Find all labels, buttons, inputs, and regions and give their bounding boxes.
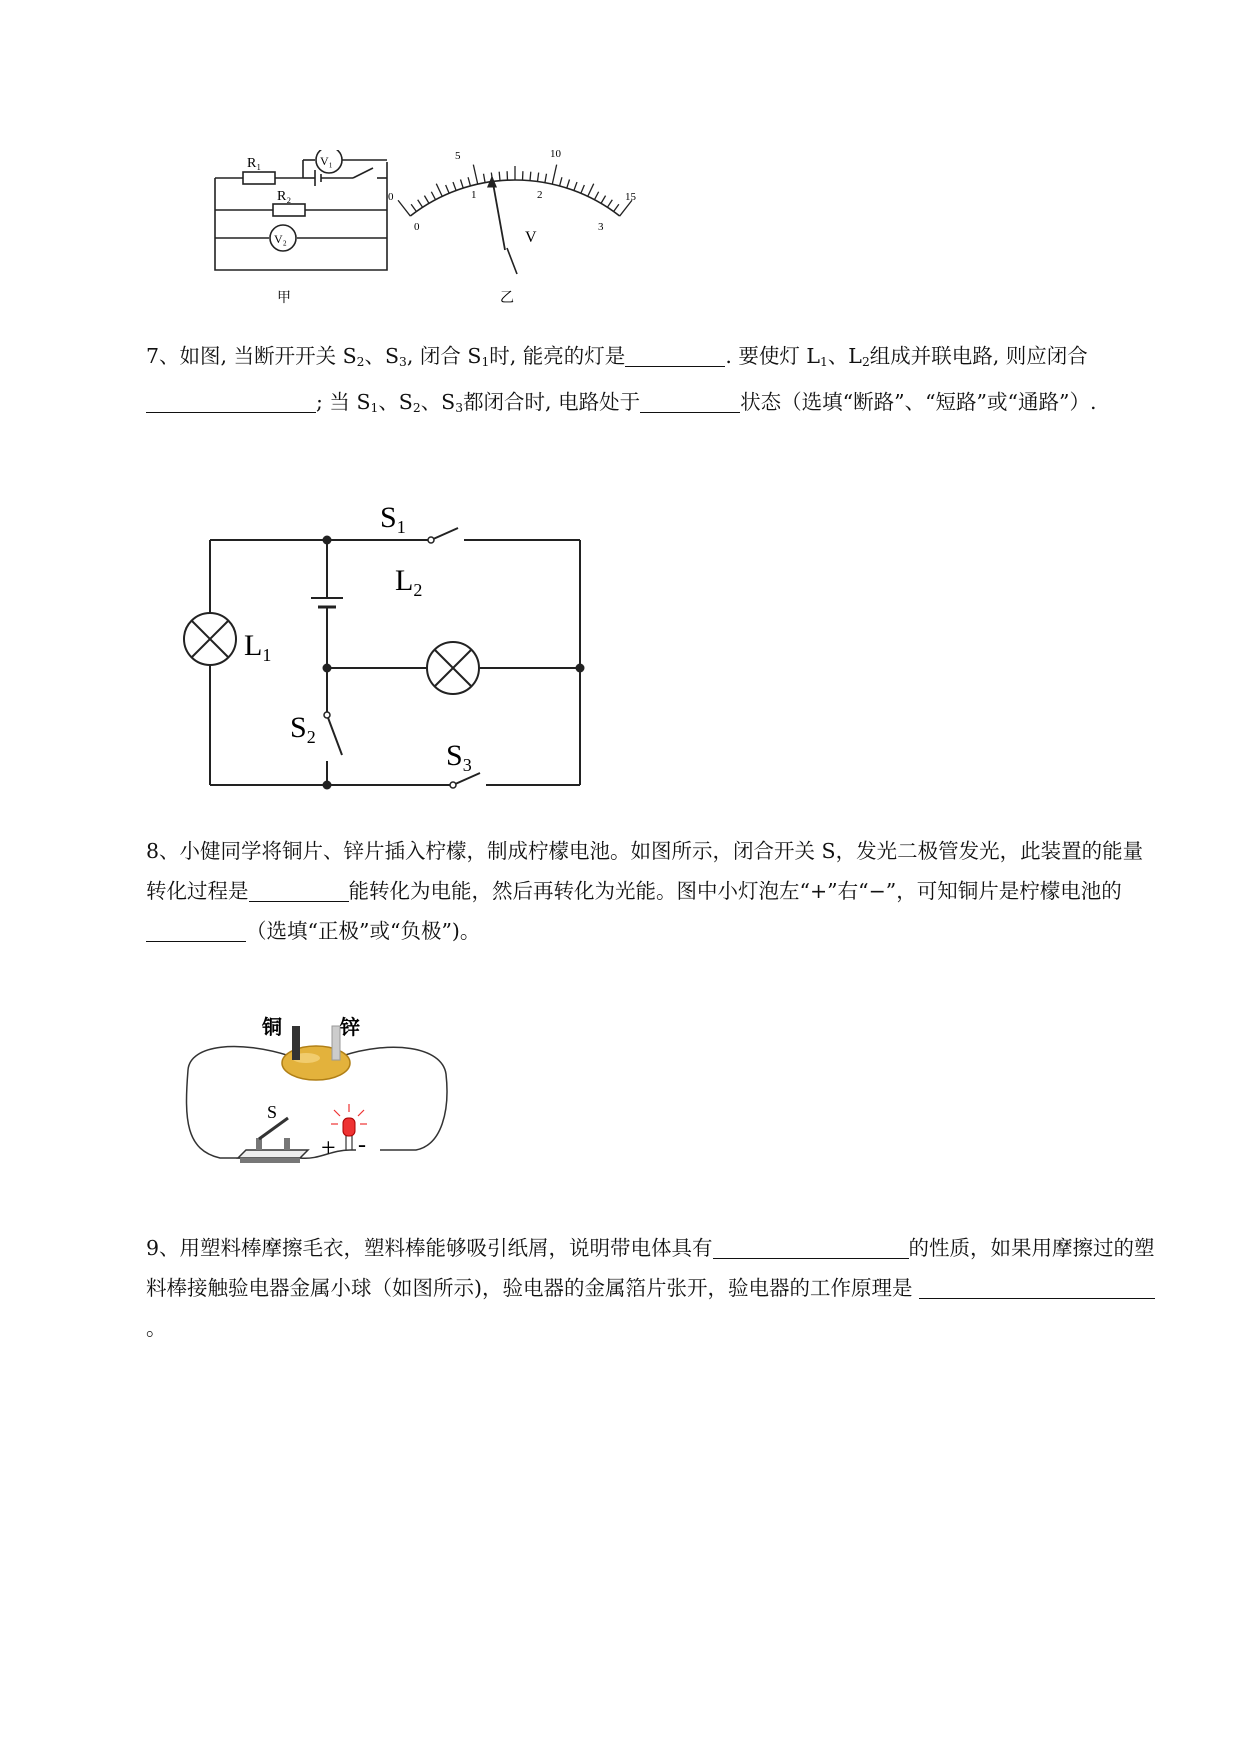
answer-blank-8b[interactable] bbox=[146, 919, 246, 942]
dial-tick bbox=[424, 196, 429, 204]
dial-tick bbox=[552, 165, 556, 185]
dial-tick bbox=[545, 174, 547, 183]
dial-tick bbox=[446, 185, 449, 193]
minus-sign: - bbox=[358, 1132, 366, 1158]
dial-tick bbox=[614, 204, 619, 211]
dial-tick bbox=[574, 182, 577, 190]
upper-tick-15: 15 bbox=[625, 191, 636, 203]
plus-sign: + bbox=[321, 1133, 336, 1162]
knife-switch bbox=[238, 1118, 308, 1163]
yi-caption: 乙 bbox=[500, 291, 514, 306]
dial-tick bbox=[560, 177, 562, 186]
zinc-plate bbox=[332, 1026, 340, 1060]
question-8: 8、小健同学将铜片、锌片插入柠檬，制成柠檬电池。如图所示，闭合开关 S，发光二极管发光，此装置的能量转化过程是 能转化为电能，然后再转化为光能。图中小灯泡左“+”右“−”，可知铜片是柠檬电池的（选填“正极”或“负极”)。 bbox=[146, 839, 1144, 943]
lower-tick-0: 0 bbox=[414, 221, 420, 233]
dial-tick bbox=[594, 192, 598, 200]
l1-label: $L_1$ bbox=[244, 629, 272, 665]
dial-arc bbox=[410, 180, 619, 216]
dial-tick bbox=[436, 184, 442, 197]
upper-tick-5: 5 bbox=[455, 150, 461, 162]
question-7: 7、如图, 当断开开关 $S_2$、$S_3$, 闭合 $S_1$时, 能亮的灯是 . 要使灯 $L_1$、$L_2$组成并联电路, 则应闭合; 当 $S_1$、$S_2$、$S_3$都闭合时, 电路处于 状态（选填“断路”、“短路”或“通路”）. bbox=[146, 344, 1097, 416]
dial-tick bbox=[460, 180, 463, 189]
jia-caption: 甲 bbox=[277, 291, 291, 306]
dial-tick bbox=[530, 172, 531, 181]
dial-tick bbox=[499, 172, 500, 181]
dial-tick bbox=[418, 200, 423, 208]
copper-plate bbox=[292, 1026, 300, 1060]
lemon-battery-figure bbox=[180, 1000, 460, 1180]
wire-v bbox=[507, 248, 517, 274]
answer-blank-9b[interactable] bbox=[919, 1276, 1155, 1299]
l2-label: $L_2$ bbox=[395, 564, 423, 600]
switch-label: S bbox=[267, 1102, 278, 1122]
top-figure bbox=[205, 150, 745, 310]
lower-tick-3: 3 bbox=[598, 221, 604, 233]
dial-tick bbox=[567, 180, 570, 189]
answer-blank-7c[interactable] bbox=[640, 391, 740, 414]
q7-circuit-figure bbox=[170, 485, 610, 805]
r2-label: R₂ bbox=[277, 189, 292, 204]
answer-blank-9a[interactable] bbox=[713, 1236, 909, 1259]
voltmeter-dial bbox=[398, 165, 632, 250]
dial-tick bbox=[398, 200, 410, 216]
answer-blank-7b[interactable] bbox=[146, 391, 316, 414]
upper-tick-10: 10 bbox=[550, 150, 561, 160]
dial-tick bbox=[411, 204, 416, 211]
v2-label: V₂ bbox=[274, 232, 287, 246]
dial-tick bbox=[431, 192, 435, 200]
dial-tick bbox=[537, 173, 538, 182]
dial-tick bbox=[468, 177, 470, 186]
dial-tick bbox=[581, 185, 584, 193]
lower-tick-1: 1 bbox=[471, 189, 477, 201]
copper-label: 铜 bbox=[262, 1017, 282, 1039]
dial-tick bbox=[601, 196, 606, 204]
question-9: 9、用塑料棒摩擦毛衣，塑料棒能够吸引纸屑，说明带电体具有 的性质，如果用摩擦过的塑料棒接触验电器金属小球（如图所示)，验电器的金属箔片张开，验电器的工作原理是 。 bbox=[146, 1236, 1155, 1340]
answer-blank-8a[interactable] bbox=[249, 879, 349, 902]
zinc-label: 锌 bbox=[340, 1017, 360, 1039]
unit-label: V bbox=[525, 229, 537, 246]
lower-tick-2: 2 bbox=[537, 189, 543, 201]
dial-tick bbox=[473, 165, 477, 185]
dial-needle bbox=[492, 178, 505, 250]
upper-tick-0: 0 bbox=[388, 191, 394, 203]
dial-tick bbox=[588, 184, 594, 197]
dial-tick bbox=[484, 174, 486, 183]
s2-label: $S_2$ bbox=[290, 711, 316, 747]
v1-label: V₁ bbox=[320, 154, 333, 168]
r1-label: R₁ bbox=[247, 156, 262, 171]
dial-tick bbox=[607, 200, 612, 208]
s3-label: $S_3$ bbox=[446, 739, 472, 775]
s1-label: $S_1$ bbox=[380, 501, 406, 537]
answer-blank-7a[interactable] bbox=[625, 344, 725, 367]
dial-tick bbox=[453, 182, 456, 190]
